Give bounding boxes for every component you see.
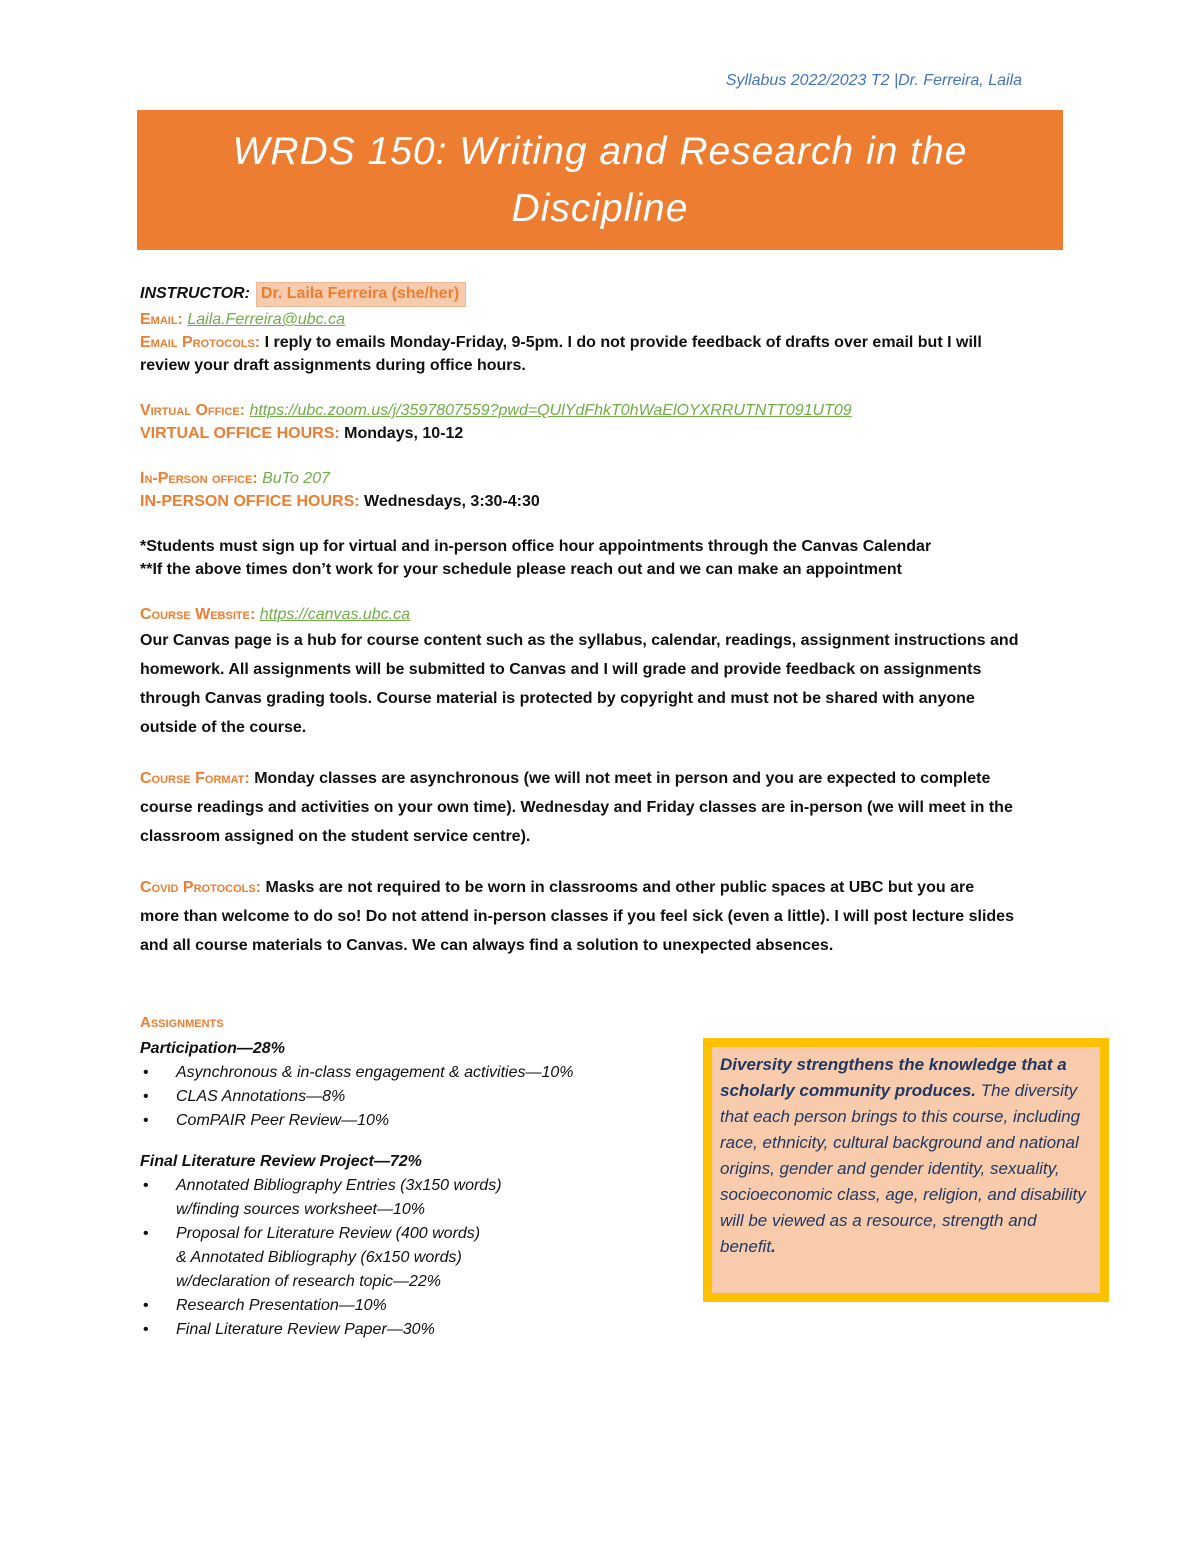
email-protocols-text-2: review your draft assignments during office hours. (140, 357, 526, 374)
course-title-line-1: WRDS 150: Writing and Research in the (232, 130, 968, 173)
assignments-heading: Assignments (140, 1014, 224, 1031)
list-item (140, 1318, 680, 1342)
diversity-callout-text (712, 1047, 1100, 1293)
office-hours-note-2: **If the above times don’t work for your schedule please reach out and we can make an appointment (140, 561, 902, 578)
course-title-line-2: Discipline (511, 187, 689, 230)
instructor-name: Dr. Laila Ferreira (she/her) (256, 282, 466, 307)
final-project-title: Final Literature Review Project—72% (140, 1153, 422, 1170)
course-website-link[interactable]: https://canvas.ubc.ca (259, 606, 411, 623)
course-website-label: Course Website: (140, 606, 256, 623)
email-label: Email: (140, 311, 183, 328)
in-person-office-label: In-Person office: (140, 470, 258, 487)
course-title-banner (137, 110, 1063, 250)
list-item: • ComPAIR Peer Review—10% (140, 1109, 680, 1133)
course-info (140, 280, 1060, 960)
list-item-line: & Annotated Bibliography (6x150 words) (176, 1249, 462, 1266)
course-format-line: course readings and activities on your own time). Wednesday and Friday classes are in-person (we will meet in the (140, 799, 1013, 816)
email-protocols-text-1: I reply to emails Monday-Friday, 9-5pm. I do not provide feedback of drafts over email but I will (264, 334, 982, 351)
assignments-section (140, 1010, 680, 1342)
final-project-list (140, 1174, 680, 1342)
email-protocols-row (140, 331, 1060, 354)
list-item: • Asynchronous & in-class engagement & activities—10% (140, 1061, 680, 1085)
course-format-text: Monday classes are asynchronous (we will not meet in person and you are expected to complete (254, 770, 991, 787)
virtual-office-row (140, 399, 1060, 422)
virtual-office-link[interactable]: https://ubc.zoom.us/j/3597807559?pwd=QUlYdFhkT0hWaElOYXRRUTNTT091UT09 (249, 402, 852, 419)
course-website-desc-line: Our Canvas page is a hub for course content such as the syllabus, calendar, readings, assignment instructions and (140, 632, 1019, 649)
virtual-hours-label: VIRTUAL OFFICE HOURS: (140, 425, 340, 442)
covid-first-line (140, 873, 1060, 902)
course-website-desc-line: outside of the course. (140, 719, 307, 736)
course-website-desc-line: through Canvas grading tools. Course material is protected by copyright and must not be shared with anyone (140, 690, 975, 707)
list-item (140, 1174, 680, 1222)
in-person-hours-label: IN-PERSON OFFICE HOURS: (140, 493, 360, 510)
email-row (140, 308, 1060, 331)
course-website-description (140, 626, 1060, 742)
list-item-line: w/finding sources worksheet—10% (176, 1201, 426, 1218)
in-person-hours-value: Wednesdays, 3:30-4:30 (364, 493, 540, 510)
list-item-line: • Research Presentation—10% (176, 1297, 387, 1314)
in-person-office-row (140, 467, 1060, 490)
email-link[interactable]: Laila.Ferreira@ubc.ca (187, 311, 345, 328)
virtual-office-label: Virtual Office: (140, 402, 245, 419)
in-person-office-value: BuTo 207 (262, 470, 330, 487)
diversity-callout-end: . (771, 1237, 776, 1256)
list-item-line: • Annotated Bibliography Entries (3x150 words) (176, 1177, 502, 1194)
covid-protocols-label: Covid Protocols: (140, 879, 262, 896)
covid-line: and all course materials to Canvas. We can always find a solution to unexpected absences. (140, 937, 834, 954)
running-head: Syllabus 2022/2023 T2 |Dr. Ferreira, Laila (725, 72, 1022, 89)
instructor-label: INSTRUCTOR: (140, 285, 250, 302)
diversity-callout-body: The diversity that each person brings to this course, including race, ethnicity, cultural background and national origins, gender and gender identity, sexuality, socioeconomic class, age, religion, and disability will be viewed as a resource, strength and benefit (720, 1081, 1086, 1256)
course-format-label: Course Format: (140, 770, 250, 787)
instructor-row (140, 280, 1060, 308)
course-website-desc-line: homework. All assignments will be submitted to Canvas and I will grade and provide feedback on assignments (140, 661, 982, 678)
list-item-line: • Final Literature Review Paper—30% (176, 1321, 435, 1338)
list-item (140, 1222, 680, 1294)
course-website-row (140, 603, 1060, 626)
office-hours-note-1: *Students must sign up for virtual and in-person office hour appointments through the Canvas Calendar (140, 538, 932, 555)
email-protocols-label: Email Protocols: (140, 334, 261, 351)
participation-title: Participation—28% (140, 1040, 285, 1057)
diversity-callout (703, 1038, 1109, 1302)
list-item-line: • Proposal for Literature Review (400 words) (176, 1225, 481, 1242)
list-item: • CLAS Annotations—8% (140, 1085, 680, 1109)
in-person-hours-row (140, 490, 1060, 513)
virtual-hours-value: Mondays, 10-12 (344, 425, 464, 442)
covid-line: more than welcome to do so! Do not attend in-person classes if you feel sick (even a little). I will post lecture slides (140, 908, 1014, 925)
course-format-line: classroom assigned on the student service centre). (140, 828, 531, 845)
list-item-line: w/declaration of research topic—22% (176, 1273, 442, 1290)
course-format-first-line (140, 764, 1060, 793)
list-item (140, 1294, 680, 1318)
diversity-callout-bold: Diversity strengthens the knowledge that a scholarly community produces. (720, 1055, 1067, 1100)
participation-list (140, 1061, 680, 1133)
covid-protocols (140, 873, 1060, 960)
virtual-hours-row (140, 422, 1060, 445)
course-format (140, 764, 1060, 851)
covid-text: Masks are not required to be worn in classrooms and other public spaces at UBC but you are (265, 879, 975, 896)
